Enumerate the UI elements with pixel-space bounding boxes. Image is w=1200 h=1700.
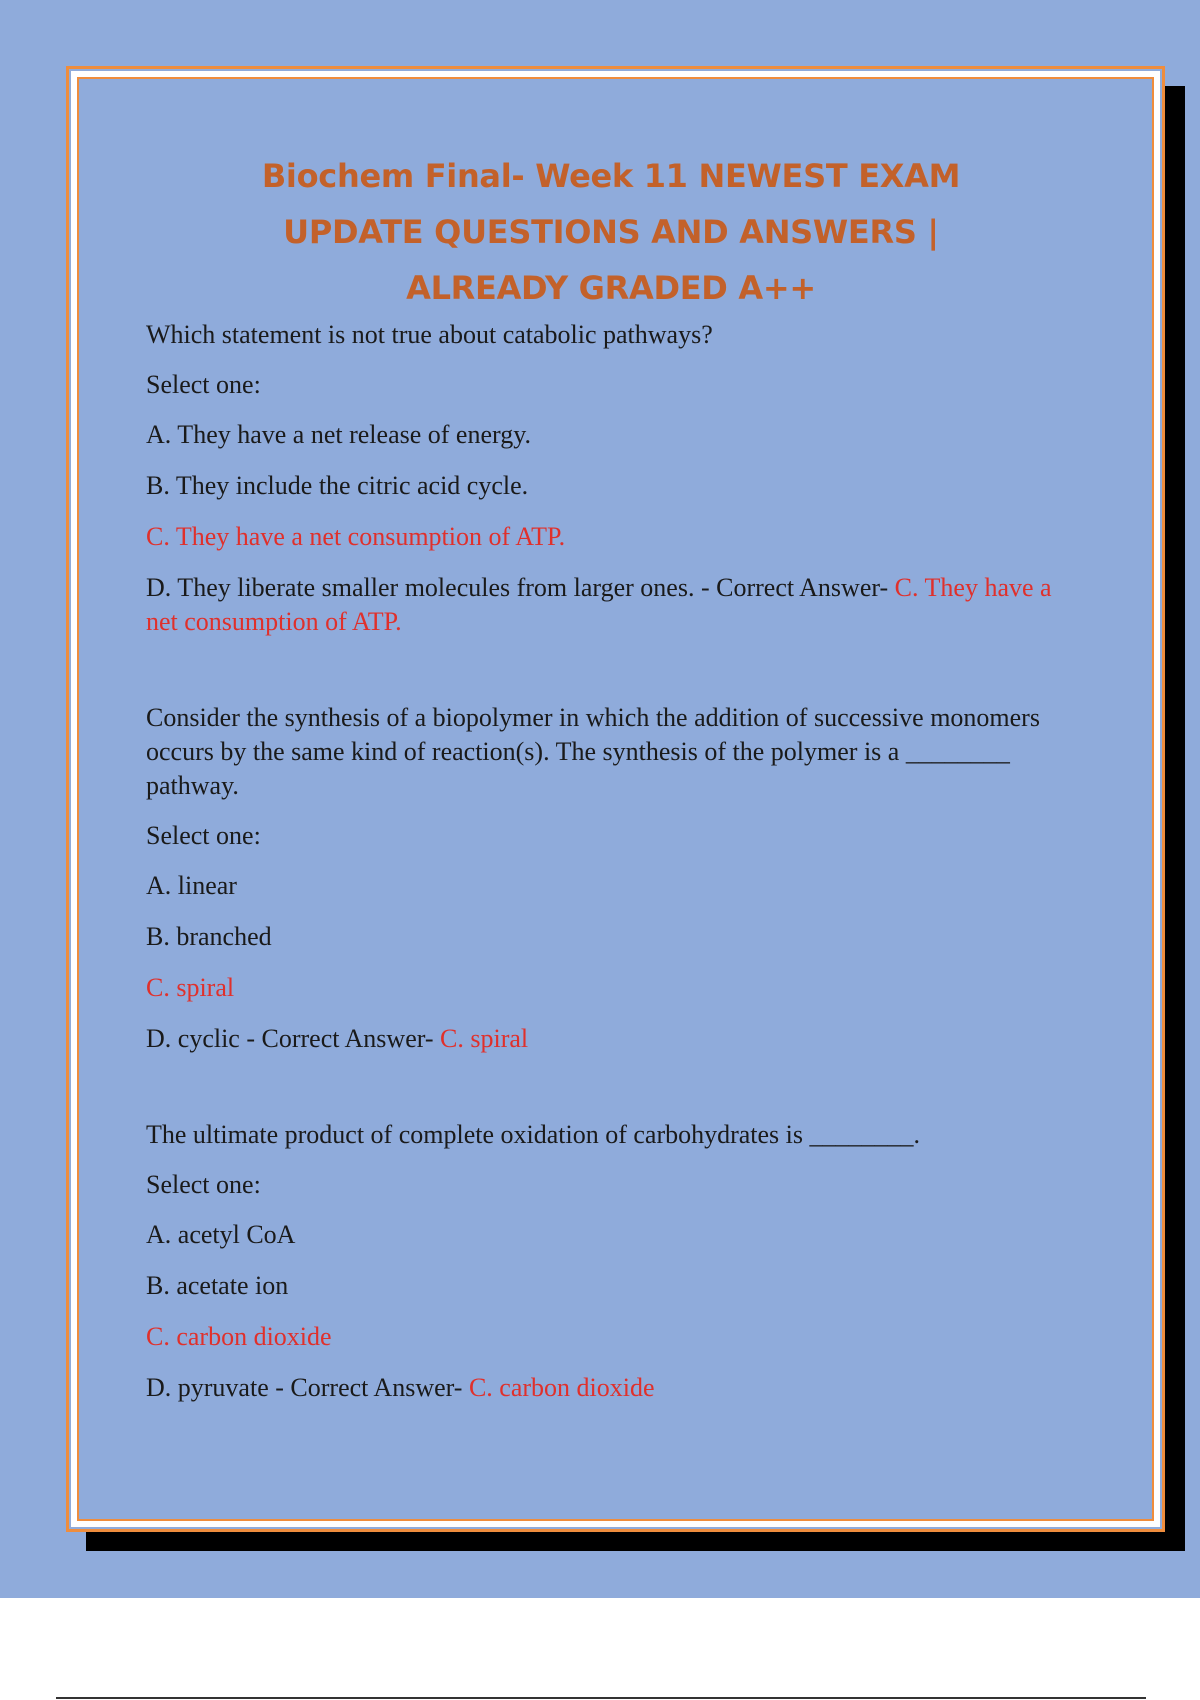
- question-2-correct-answer: C. spiral: [440, 1024, 529, 1053]
- question-3-answer-prefix: - Correct Answer-: [268, 1373, 469, 1402]
- footer-divider: [56, 1697, 1146, 1699]
- title-line-2: UPDATE QUESTIONS AND ANSWERS |: [283, 213, 939, 251]
- question-2-option-d-text: D. cyclic: [146, 1024, 240, 1053]
- document-content: [146, 148, 1076, 1405]
- question-2-option-d: [146, 1022, 1076, 1056]
- question-1-option-d-text: D. They liberate smaller molecules from larger ones.: [146, 573, 695, 602]
- question-1: [146, 318, 1076, 639]
- question-1-option-b: B. They include the citric acid cycle.: [146, 471, 529, 500]
- question-1-option-c: C. They have a net consumption of ATP.: [146, 522, 566, 551]
- question-1-text: Which statement is not true about catabolic pathways?: [146, 320, 713, 349]
- question-3-option-a: A. acetyl CoA: [146, 1220, 296, 1249]
- question-spacer: [146, 1056, 1076, 1118]
- question-2-select-label: Select one:: [146, 821, 261, 850]
- question-2-option-b: B. branched: [146, 922, 272, 951]
- question-1-select-label: Select one:: [146, 370, 261, 399]
- question-3-option-d-text: D. pyruvate: [146, 1373, 269, 1402]
- title-line-1: Biochem Final- Week 11 NEWEST EXAM: [261, 157, 961, 195]
- question-2-option-c: C. spiral: [146, 973, 235, 1002]
- question-3-correct-answer: C. carbon dioxide: [468, 1373, 655, 1402]
- question-3-option-c: C. carbon dioxide: [146, 1322, 332, 1351]
- question-2-option-a: A. linear: [146, 871, 237, 900]
- question-spacer: [146, 639, 1076, 701]
- question-2-text: Consider the synthesis of a biopolymer in which the addition of successive monomers occurs by the same kind of reaction(s). The synthesis of the polymer is a ________ pathway.: [146, 703, 1040, 800]
- document-title: [146, 148, 1076, 316]
- question-1-option-a: A. They have a net release of energy.: [146, 420, 532, 449]
- question-1-correct-answer: C. They have a net consumption of ATP.: [146, 573, 1052, 636]
- question-1-answer-prefix: - Correct Answer-: [694, 573, 895, 602]
- question-3-select-label: Select one:: [146, 1170, 261, 1199]
- question-1-option-d: [146, 571, 1076, 639]
- question-3: [146, 1118, 1076, 1405]
- question-2: [146, 701, 1076, 1056]
- question-2-answer-prefix: - Correct Answer-: [239, 1024, 441, 1053]
- question-3-text: The ultimate product of complete oxidation of carbohydrates is ________.: [146, 1120, 921, 1149]
- question-3-option-d: [146, 1371, 1076, 1405]
- question-3-option-b: B. acetate ion: [146, 1271, 289, 1300]
- title-line-3: ALREADY GRADED A++: [406, 269, 816, 307]
